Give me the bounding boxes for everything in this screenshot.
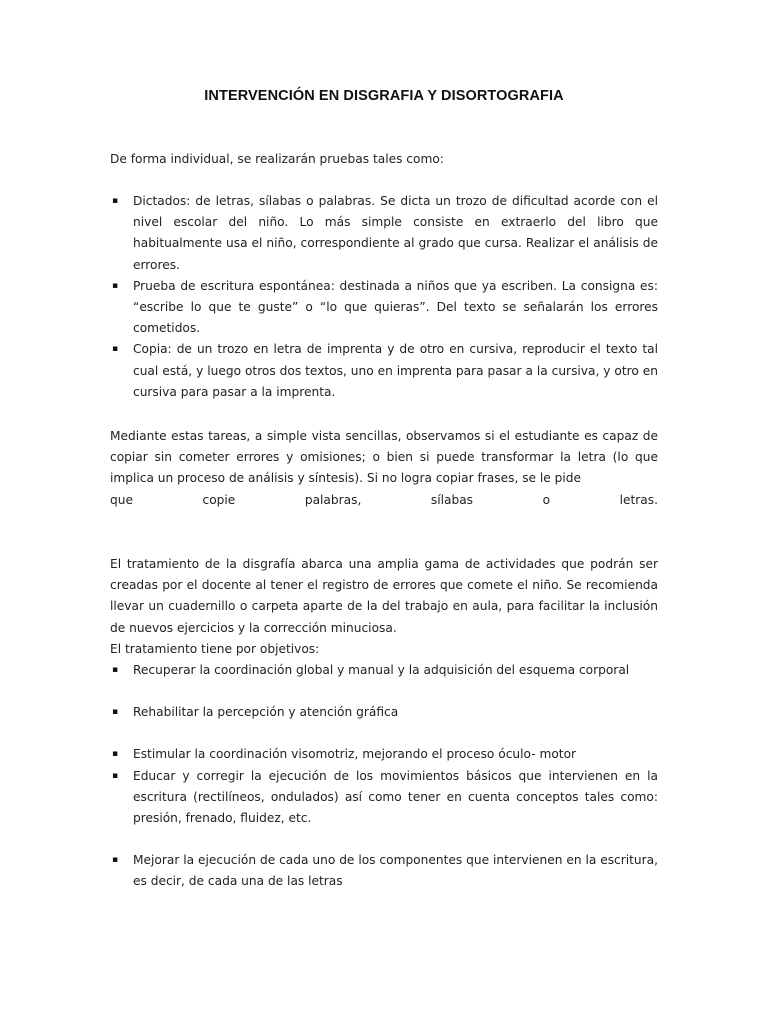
objectives-list xyxy=(110,660,658,893)
list-item xyxy=(110,276,658,340)
list-spacer xyxy=(110,681,658,702)
objectives-intro: El tratamiento tiene por objetivos: xyxy=(110,642,320,656)
list-item-text: Dictados: de letras, sílabas o palabras. Se dicta un trozo de dificultad acorde con el nivel escolar del niño. Lo más simple consiste en extraerlo del libro que habitualmente usa el niño, correspondiente al grado que cursa. Realizar el análisis de errores. xyxy=(133,194,658,272)
bullet-icon: ▪ xyxy=(112,344,119,355)
word: que xyxy=(110,493,133,507)
bullet-icon: ▪ xyxy=(112,749,119,760)
list-item xyxy=(110,702,658,723)
tasks-paragraph: Mediante estas tareas, a simple vista sencillas, observamos si el estudiante es capaz de copiar sin cometer errores y omisiones; o bien si puede transformar la letra (lo que implica un proceso de análisis y síntesis). Si no logra copiar frases, se le pide xyxy=(110,429,658,486)
list-item xyxy=(110,660,658,681)
word: letras. xyxy=(619,493,658,507)
word: sílabas xyxy=(430,493,474,507)
list-item xyxy=(110,339,658,403)
word: o xyxy=(542,493,551,507)
treatment-paragraph: El tratamiento de la disgrafía abarca una amplia gama de actividades que podrán ser creadas por el docente al tener el registro de errores que comete el niño. Se recomienda llevar un cuadernillo o carpeta aparte de la del trabajo en aula, para facilitar la inclusión de nuevos ejercicios y la corrección minuciosa. xyxy=(110,557,658,635)
bullet-icon: ▪ xyxy=(112,280,119,291)
list-item-text: Recuperar la coordinación global y manual y la adquisición del esquema corporal xyxy=(133,663,630,677)
tasks-paragraph-last-line xyxy=(110,490,658,511)
word: palabras, xyxy=(304,493,362,507)
list-item-text: Copia: de un trozo en letra de imprenta y de otro en cursiva, reproducir el texto tal cual está, y luego otros dos textos, uno en imprenta para pasar a la cursiva, y otro en cursiva para pasar a la imprenta. xyxy=(133,342,658,399)
bullet-icon: ▪ xyxy=(112,196,119,206)
list-item-text: Educar y corregir la ejecución de los movimientos básicos que intervienen en la escritura (rectilíneos, ondulados) así como tener en cuenta conceptos tales como: presión, frenado, fluidez, etc. xyxy=(133,768,658,826)
list-item xyxy=(110,744,658,765)
list-spacer xyxy=(110,829,658,850)
word: copie xyxy=(202,493,236,507)
intro-paragraph: De forma individual, se realizarán pruebas tales como: xyxy=(110,152,444,166)
list-item-text: Estimular la coordinación visomotriz, mejorando el proceso óculo- motor xyxy=(133,747,577,762)
tests-list xyxy=(110,191,658,403)
list-item-text: Prueba de escritura espontánea: destinada a niños que ya escriben. La consigna es: “escribe lo que te guste” o “lo que quieras”. Del texto se señalarán los errores cometidos. xyxy=(133,278,658,336)
list-spacer xyxy=(110,723,658,744)
list-item-text: Mejorar la ejecución de cada uno de los componentes que intervienen en la escritura, es decir, de cada una de las letras xyxy=(133,853,658,889)
bullet-icon: ▪ xyxy=(112,770,119,781)
bullet-icon: ▪ xyxy=(112,665,119,675)
bullet-icon: ▪ xyxy=(112,707,119,718)
list-item xyxy=(110,766,658,830)
list-item-text: Rehabilitar la percepción y atención gráfica xyxy=(133,705,399,720)
document-title: INTERVENCIÓN EN DISGRAFIA Y DISORTOGRAFIA xyxy=(204,88,564,104)
list-item xyxy=(110,191,658,276)
list-item xyxy=(110,850,658,892)
bullet-icon: ▪ xyxy=(112,855,119,866)
